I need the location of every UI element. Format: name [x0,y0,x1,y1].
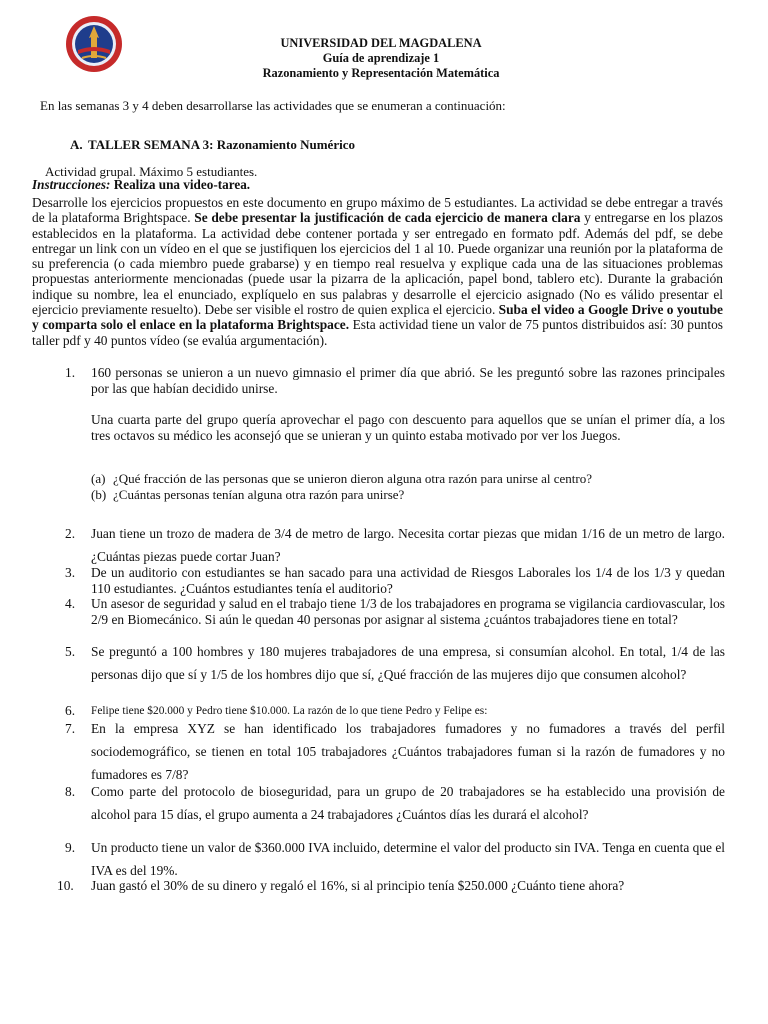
subquestion-label: (b) [91,487,107,502]
university-name: UNIVERSIDAD DEL MAGDALENA [280,36,482,50]
section-heading [70,137,355,153]
instructions-paragraph [32,195,723,348]
document-header [140,36,622,81]
body-bold-2: Suba el video a Google Drive o youtube y comparta solo el enlace en la plataforma Brightspace. [32,302,723,333]
question-number: 10. [57,878,74,893]
question-1a [91,471,592,486]
body-text-3: Esta actividad tiene un valor de 75 puntos distribuidos así: 30 puntos taller pdf y 40 puntos vídeo (se evalúa argumentación). [32,317,723,348]
subquestion-text: ¿Qué fracción de las personas que se unieron dieron alguna otra razón para unirse al centro? [113,471,592,486]
question-number: 3. [65,565,76,580]
question-text: Un producto tiene un valor de $360.000 IVA incluido, determine el valor del producto sin IVA. Tenga en cuenta que el IVA es del 19%. [91,840,725,878]
question-number: 8. [65,784,76,799]
question-number: 4. [65,596,76,611]
question-5 [65,640,725,686]
question-1b [91,487,404,502]
question-text: En la empresa XYZ se han identificado los trabajadores fumadores y no fumadores a través del perfil sociodemográfico, se tienen en total 105 trabajadores ¿Cuántos trabajadores fuman si la razón de fumadores y no fumadores es 7/8? [91,721,725,782]
section-letter: A. [70,137,83,152]
subquestion-text: ¿Cuántas personas tenían alguna otra razón para unirse? [113,487,405,502]
university-seal-icon [64,14,124,74]
question-number: 5. [65,644,76,659]
question-text: Juan gastó el 30% de su dinero y regaló el 16%, si al principio tenía $250.000 ¿Cuánto tiene ahora? [91,878,625,893]
question-2 [65,522,725,568]
intro-text: En las semanas 3 y 4 deben desarrollarse las actividades que se enumeran a continuación: [40,98,506,113]
question-number: 2. [65,526,76,541]
question-4 [65,596,725,627]
question-text: Juan tiene un trozo de madera de 3/4 de metro de largo. Necesita cortar piezas que midan 1/16 de un metro de largo. ¿Cuántas piezas puede cortar Juan? [91,526,725,564]
body-text-2: y entregarse en los plazos establecidos en la plataforma. La actividad debe contener portada y ser entregado en formato pdf. Además del pdf, se debe entregar un link con un vídeo en el que se justifiquen los ejercicios del 1 al 10. Puede organizar una reunión por la plataforma de su preferencia (o cada miembro puede grabarse) y en tiempo real resuelva y explique cada una de las situaciones problemas propuestas anteriormente mencionadas (puede usar la pizarra de la aplicación, papel bond, tablero etc). Durante la grabación indique su nombre, lea el enunciado, explíquelo en sus palabras y desarrolle el ejercicio asignado (No es válido presentar el ejercicio previamente resuelto). Debe ser visible el rostro de quien explica el ejercicio. [32,210,723,318]
question-text: Un asesor de seguridad y salud en el trabajo tiene 1/3 de los trabajadores en programa se vigilancia cardiovascular, los 2/9 en Biomecánico. Si aún le quedan 40 personas por asignar al sistema ¿cuántos trabajadores tiene en total? [91,596,725,627]
question-number: 6. [65,703,76,718]
question-text: 160 personas se unieron a un nuevo gimnasio el primer día que abrió. Se les preguntó sobre las razones principales por las que habían decidido unirse. [91,365,725,396]
activity-note: Actividad grupal. Máximo 5 estudiantes. [45,164,258,179]
question-number: 1. [65,365,76,380]
course-title: Razonamiento y Representación Matemática [262,66,500,80]
question-6 [65,704,725,718]
instructions-text: Realiza una video-tarea. [113,177,251,192]
instructions-line [32,177,250,193]
body-bold-1: Se debe presentar la justificación de cada ejercicio de manera clara [194,210,581,226]
question-text: Como parte del protocolo de bioseguridad, para un grupo de 20 trabajadores se ha establecido una provisión de alcohol para 15 días, el grupo aumenta a 24 trabajadores ¿Cuántos días les durará el alcohol? [91,784,725,822]
question-number: 7. [65,721,76,736]
section-title-text: TALLER SEMANA 3: Razonamiento Numérico [88,137,355,152]
question-1 [65,365,725,443]
question-number: 9. [65,840,76,855]
guide-title: Guía de aprendizaje 1 [322,51,440,65]
question-9 [65,836,725,882]
question-3 [65,565,725,597]
instructions-label: Instrucciones: [32,177,111,192]
question-7 [65,717,725,786]
question-8 [65,780,725,826]
subquestion-label: (a) [91,471,106,486]
question-detail: Una cuarta parte del grupo quería aprovechar el pago con descuento para aquellos que se unían el primer día, a los tres octavos su médico les aconsejó que se unieran y un quinto estaba motivado por ver los Juegos. [91,412,725,443]
university-logo [64,14,124,74]
body-text-1: Desarrolle los ejercicios propuestos en este documento en grupo máximo de 5 estudiantes. La actividad se debe entregar a través de la plataforma Brightspace. [32,195,723,226]
question-text: Felipe tiene $20.000 y Pedro tiene $10.000. La razón de lo que tiene Pedro y Felipe es: [91,705,488,717]
question-text: De un auditorio con estudiantes se han sacado para una actividad de Riesgos Laborales los 1/4 de los 1/3 y quedan 110 estudiantes. ¿Cuántos estudiantes tenía el auditorio? [91,565,725,596]
question-text: Se preguntó a 100 hombres y 180 mujeres trabajadores de una empresa, si consumían alcohol. En total, 1/4 de las personas dijo que sí y 1/5 de los hombres dijo que sí, ¿Qué fracción de las mujeres dijo que consumen alcohol? [91,644,725,682]
question-10 [57,878,725,894]
